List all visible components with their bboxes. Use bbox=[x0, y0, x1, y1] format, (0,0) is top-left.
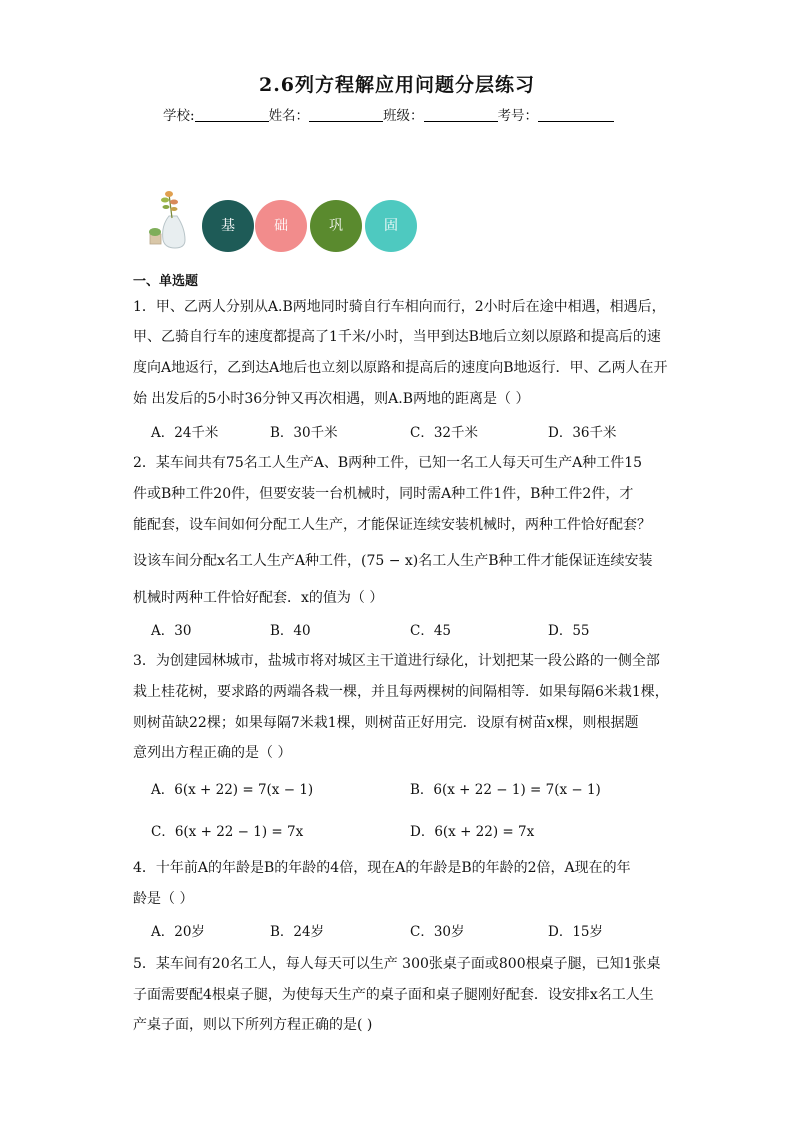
question-2-line: 件或B种工件20件，但要安装一台机械时，同时需A种工件1件，B种工件2件，才 bbox=[133, 486, 634, 502]
question-5-line: 产桌子面，则以下所列方程正确的是( ) bbox=[133, 1017, 373, 1033]
question-3-line: 栽上桂花树，要求路的两端各栽一棵，并且每两棵树的间隔相等．如果每隔6米栽1棵， bbox=[133, 684, 669, 700]
class-label: 班级： bbox=[383, 108, 424, 124]
q1-option-d[interactable]: D．36千米 bbox=[548, 425, 617, 441]
q1-option-c[interactable]: C．32千米 bbox=[410, 425, 479, 441]
question-3-line: 3．为创建园林城市，盐城市将对城区主干道进行绿化，计划把某一段公路的一侧全部 bbox=[133, 653, 660, 669]
student-info-row bbox=[163, 104, 614, 124]
question-1-line: 始 出发后的5小时36分钟又再次相遇，则A.B两地的距离是（ ） bbox=[133, 391, 530, 407]
question-3-line: 则树苗缺22棵；如果每隔7米栽1棵，则树苗正好用完．设原有树苗x棵，则根据题 bbox=[133, 715, 639, 731]
question-4-line: 龄是（ ） bbox=[133, 891, 194, 907]
page-title: 2.6列方程解应用问题分层练习 bbox=[258, 74, 536, 96]
question-2-line: 设该车间分配x名工人生产A种工件，(75 − x)名工人生产B种工件才能保证连续安装 bbox=[133, 553, 653, 569]
question-2-line: 能配套，设车间如何分配工人生产，才能保证连续安装机械时，两种工件恰好配套？ bbox=[133, 517, 651, 533]
question-5-line: 子面需要配4根桌子腿，为使每天生产的桌子面和桌子腿刚好配套．设安排x名工人生 bbox=[133, 987, 654, 1003]
badge-ji: 基 bbox=[202, 200, 254, 252]
question-4-line: 4．十年前A的年龄是B的年龄的4倍，现在A的年龄是B的年龄的2倍，A现在的年 bbox=[133, 860, 631, 876]
q4-option-b[interactable]: B．24岁 bbox=[270, 924, 325, 940]
q3-option-b[interactable]: B．6(x + 22 − 1) = 7(x − 1) bbox=[410, 782, 601, 798]
badge-chu: 础 bbox=[255, 200, 307, 252]
q2-option-a[interactable]: A．30 bbox=[151, 623, 192, 639]
q2-option-c[interactable]: C．45 bbox=[410, 623, 452, 639]
question-1-line: 甲、乙骑自行车的速度都提高了1千米/小时，当甲到达B地后立刻以原路和提高后的速 bbox=[133, 329, 661, 345]
badge-gong: 巩 bbox=[310, 200, 362, 252]
badge-gu: 固 bbox=[365, 200, 417, 252]
plant-vase-icon bbox=[145, 186, 195, 250]
question-5-line: 5．某车间有20名工人，每人每天可以生产 300张桌子面或800根桌子腿，已知1张桌 bbox=[133, 956, 661, 972]
q3-option-a[interactable]: A．6(x + 22) = 7(x − 1) bbox=[151, 782, 314, 798]
question-1-line: 1．甲、乙两人分别从A.B两地同时骑自行车相向而行，2小时后在途中相遇，相遇后， bbox=[133, 299, 666, 315]
name-label: 姓名： bbox=[268, 108, 310, 124]
q2-option-b[interactable]: B．40 bbox=[270, 623, 311, 639]
q1-option-a[interactable]: A．24千米 bbox=[151, 425, 219, 441]
school-label: 学校: bbox=[163, 108, 195, 124]
question-1-line: 度向A地返行，乙到达A地后也立刻以原路和提高后的速度向B地返行．甲、乙两人在开 bbox=[133, 360, 668, 376]
q4-option-c[interactable]: C．30岁 bbox=[410, 924, 465, 940]
question-2-line: 2．某车间共有75名工人生产A、B两种工件，已知一名工人每天可生产A种工件15 bbox=[133, 455, 643, 471]
exam-no-blank bbox=[538, 107, 614, 122]
question-2-line: 机械时两种工件恰好配套．x的值为（ ） bbox=[133, 590, 384, 606]
class-blank bbox=[424, 107, 498, 122]
name-blank bbox=[309, 107, 383, 122]
exam-no-label: 考号： bbox=[497, 108, 539, 124]
q3-option-c[interactable]: C．6(x + 22 − 1) = 7x bbox=[151, 824, 304, 840]
q4-option-a[interactable]: A．20岁 bbox=[151, 924, 205, 940]
question-3-line: 意列出方程正确的是（ ） bbox=[133, 745, 292, 761]
q2-option-d[interactable]: D．55 bbox=[548, 623, 590, 639]
school-blank bbox=[195, 107, 269, 122]
q1-option-b[interactable]: B．30千米 bbox=[270, 425, 338, 441]
section-title: 一、单选题 bbox=[133, 274, 199, 289]
q3-option-d[interactable]: D．6(x + 22) = 7x bbox=[410, 824, 535, 840]
q4-option-d[interactable]: D．15岁 bbox=[548, 924, 604, 940]
